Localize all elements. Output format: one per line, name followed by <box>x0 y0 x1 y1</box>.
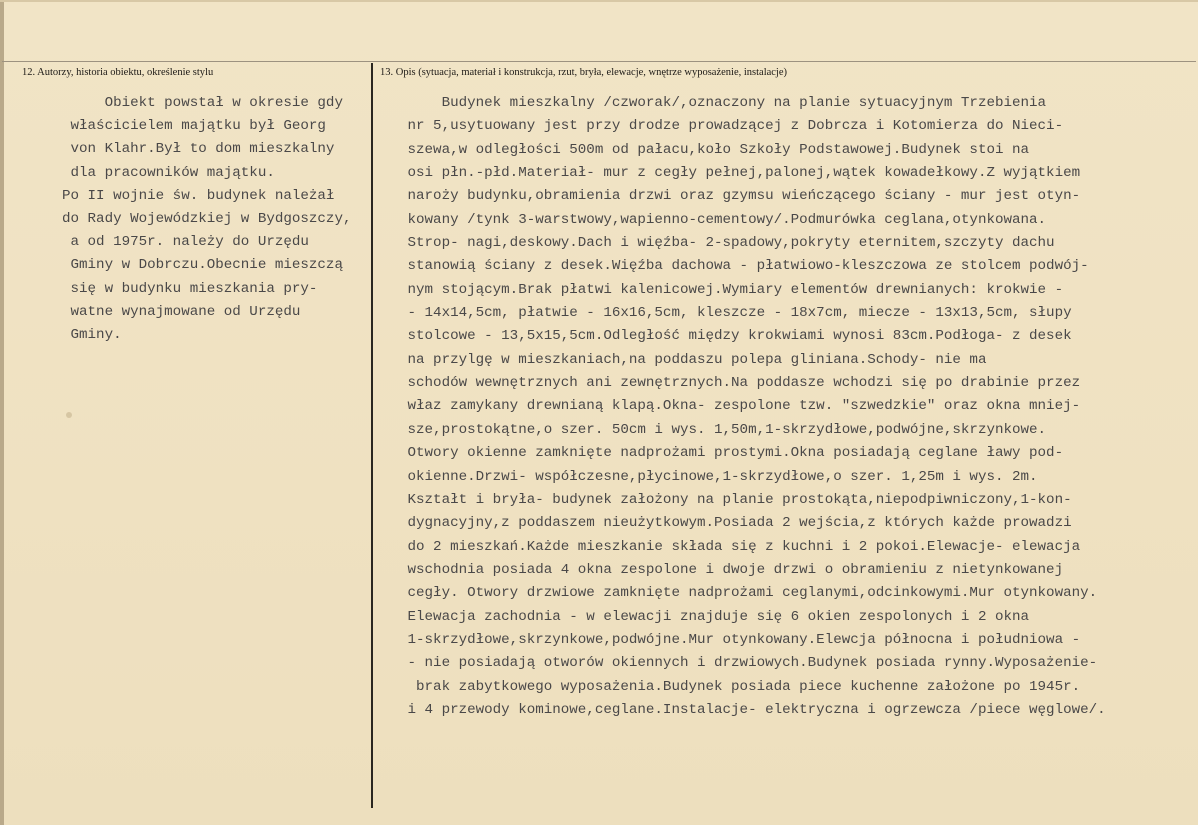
header-rule <box>2 61 1196 62</box>
section-12-header: 12. Autorzy, historia obiektu, określenie stylu <box>22 67 214 78</box>
paper-speck <box>66 412 72 418</box>
card-left-edge <box>0 0 4 825</box>
card-top-edge <box>0 0 1198 2</box>
section-13-header: 13. Opis (sytuacja, materiał i konstrukcja, rzut, bryła, elewacje, wnętrze wyposażenie, instalacje) <box>380 67 788 78</box>
section-12-text: Obiekt powstał w okresie gdy właścicielem majątku był Georg von Klahr.Był to dom mieszkalny dla pracowników majątku. Po II wojnie św. budynek należał do Rady Wojewódzkiej w Bydgoszczy, a od 1975r. należy do Urzędu Gminy w Dobrczu.Obecnie mieszczą się w budynku mieszkania pry- watne wynajmowane od Urzędu Gminy. <box>62 95 352 344</box>
column-divider <box>371 63 373 808</box>
section-13-text: Budynek mieszkalny /czworak/,oznaczony na planie sytuacyjnym Trzebienia nr 5,usytuowany jest przy drodze prowadzącej z Dobrcza i Kotomierza do Nieci- szewa,w odległości 500m od pałacu,koło Szkoły Podstawowej.Budynek stoi na osi płn.-płd.Materiał- mur z cegły pełnej,palonej,wątek kowadełkowy.Z wyjątkiem naroży budynku,obramienia drzwi oraz gzymsu wieńczącego ściany - mur jest otyn- kowany /tynk 3-warstwowy,wapienno-cementowy/.Podmurówka ceglana,otynkowana. Strop- nagi,deskowy.Dach i więźba- 2-spadowy,pokryty eternitem,szczyty dachu stanowią ściany z desek.Więźba dachowa - płatwiowo-kleszczowa ze stolcem podwój- nym stojącym.Brak płatwi kalenicowej.Wymiary elementów drewnianych: krokwie - - 14x14,5cm, płatwie - 16x16,5cm, kleszcze - 18x7cm, miecze - 13x13,5cm, słupy stolcowe - 13,5x15,5cm.Odległość między krokwiami wynosi 83cm.Podłoga- z desek na przylgę w mieszkaniach,na poddaszu polepa gliniana.Schody- nie ma schodów wewnętrznych ani zewnętrznych.Na poddasze wchodzi się po drabinie przez właz zamykany drewnianą klapą.Okna- zespolone tzw. "szwedzkie" oraz okna mniej- sze,prostokątne,o szer. 50cm i wys. 1,50m,1-skrzydłowe,podwójne,skrzynkowe. Otwory okienne zamknięte nadprożami prostymi.Okna posiadają ceglane ławy pod- okienne.Drzwi- współczesne,płycinowe,1-skrzydłowe,o szer. 1,25m i wys. 2m. Kształt i bryła- budynek założony na planie prostokąta,niepodpiwniczony,1-kon- dygnacyjny,z poddaszem nieużytkowym.Posiada 2 wejścia,z których każde prowadzi do 2 mieszkań.Każde mieszkanie składa się z kuchni i 2 pokoi.Elewacje- elewacja wschodnia posiada 4 okna zespolone i dwoje drzwi o obramieniu z nietynkowanej cegły. Otwory drzwiowe zamknięte nadprożami ceglanymi,odcinkowymi.Mur otynkowany. Elewacja zachodnia - w elewacji znajduje się 6 okien zespolonych i 2 okna 1-skrzydłowe,skrzynkowe,podwójne.Mur otynkowany.Elewcja północna i południowa - - nie posiadają otworów okiennych i drzwiowych.Budynek posiada rynny.Wyposażenie- brak zabytkowego wyposażenia.Budynek posiada piece kuchenne założone po 1945r. i 4 przewody kominowe,ceglane.Instalacje- elektryczna i ogrzewcza /piece węglowe/. <box>407 95 1106 718</box>
